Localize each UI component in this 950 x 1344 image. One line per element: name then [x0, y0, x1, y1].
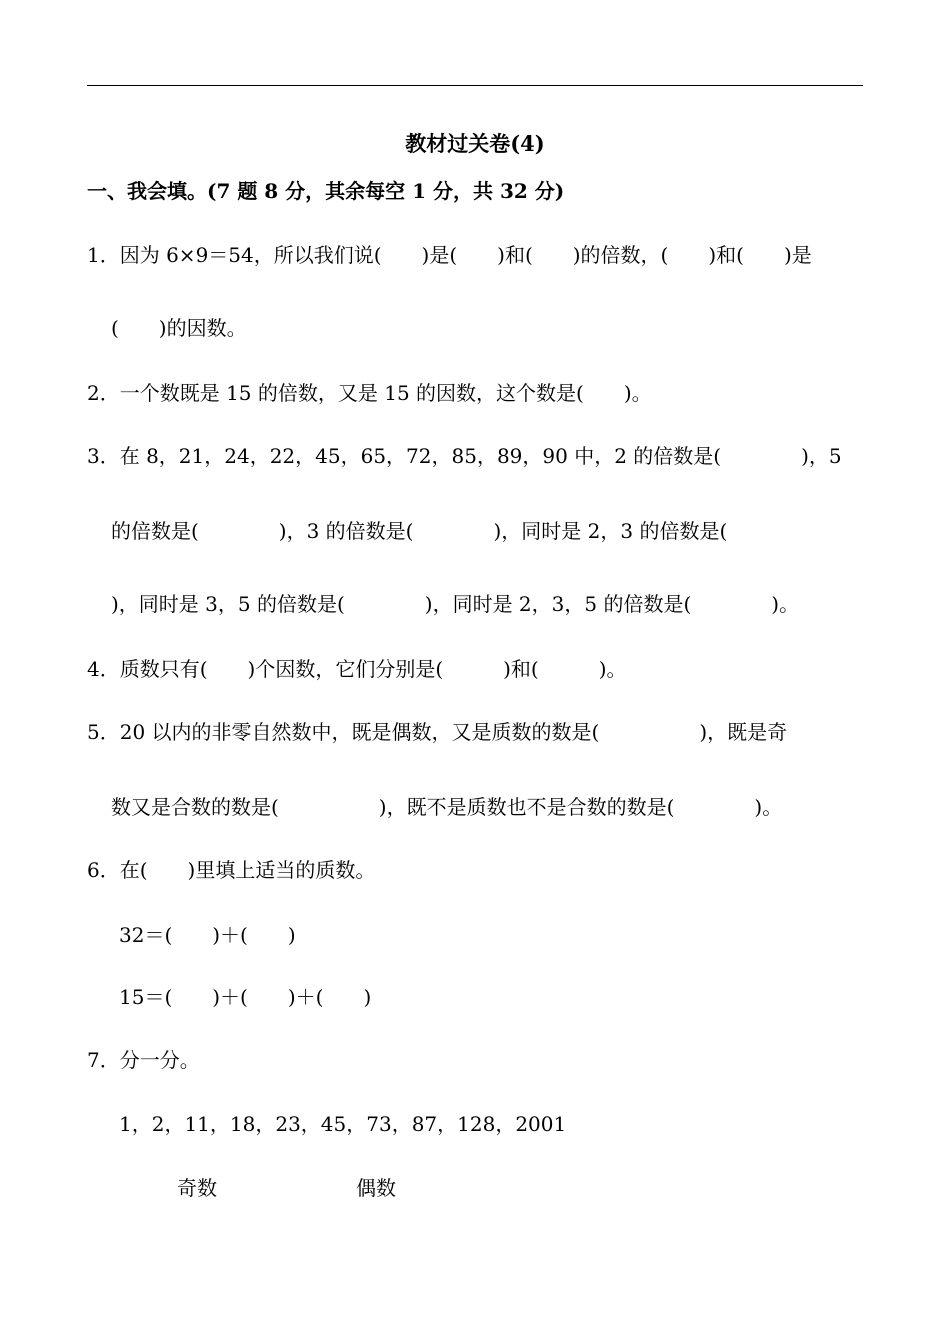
even-numbers-label: 偶数 [356, 1176, 396, 1200]
question-6-equation-2: 15＝( )＋( )＋( ) [119, 985, 372, 1009]
top-rule [87, 85, 863, 86]
odd-numbers-label: 奇数 [177, 1176, 217, 1200]
question-7: 7．分一分。 [87, 1048, 200, 1072]
question-6-equation-1: 32＝( )＋( ) [119, 923, 296, 947]
question-2: 2．一个数既是 15 的倍数，又是 15 的因数，这个数是( )。 [87, 381, 652, 405]
question-6: 6．在( )里填上适当的质数。 [87, 858, 376, 882]
question-1-line-1: 1．因为 6×9＝54，所以我们说( )是( )和( )的倍数，( )和( )是 [87, 243, 812, 267]
question-5-line-1: 5．20 以内的非零自然数中，既是偶数，又是质数的数是( )，既是奇 [87, 720, 788, 744]
question-3-line-3: )，同时是 3，5 的倍数是( )，同时是 2，3，5 的倍数是( )。 [111, 592, 800, 616]
question-4: 4．质数只有( )个因数，它们分别是( )和( )。 [87, 657, 627, 681]
question-3-line-2: 的倍数是( )，3 的倍数是( )，同时是 2，3 的倍数是( [111, 519, 728, 543]
section-heading: 一、我会填。(7 题 8 分，其余每空 1 分，共 32 分) [87, 179, 565, 203]
question-5-line-2: 数又是合数的数是( )，既不是质数也不是合数的数是( )。 [111, 795, 783, 819]
question-1-line-2: ( )的因数。 [111, 316, 247, 340]
question-3-line-1: 3．在 8，21，24，22，45，65，72，85，89，90 中，2 的倍数是( )，5 [87, 444, 842, 468]
question-7-number-list: 1，2，11，18，23，45，73，87，128，2001 [119, 1112, 567, 1136]
page-title: 教材过关卷(4) [405, 131, 545, 156]
